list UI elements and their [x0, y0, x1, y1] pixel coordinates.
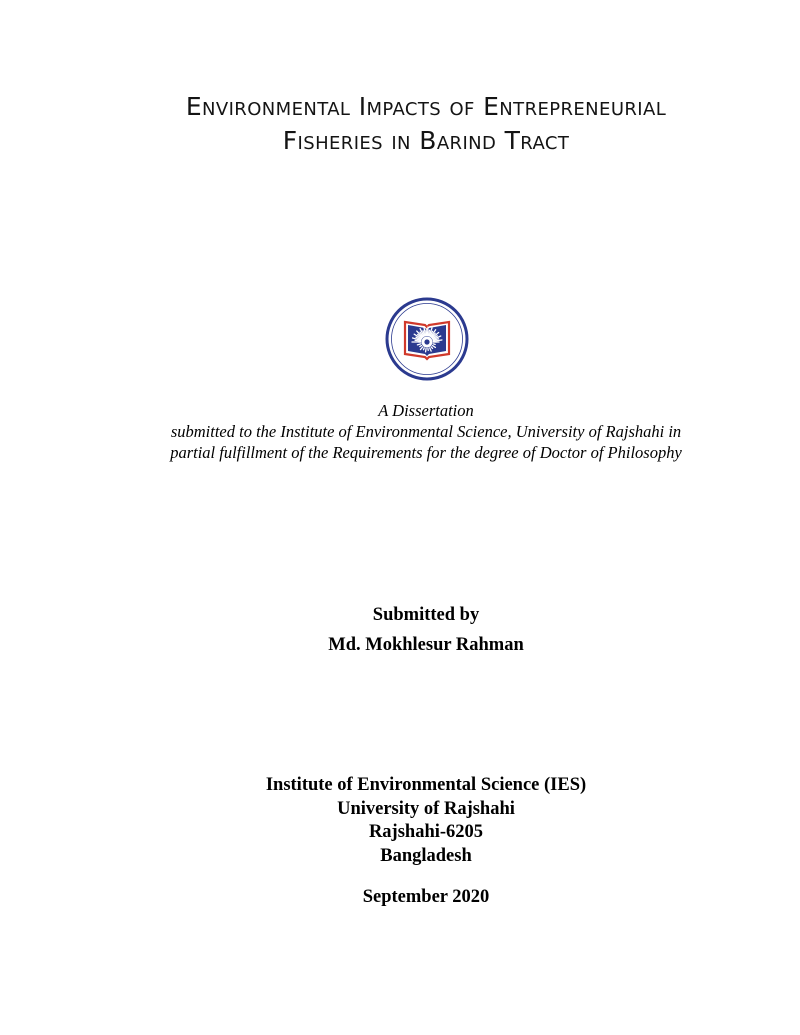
submitted-by-label: Submitted by	[372, 605, 480, 625]
institute-name: Institute of Environmental Science (IES)	[265, 775, 587, 795]
title-line-2: Fisheries in Barind Tract	[282, 126, 570, 155]
institution-block	[0, 774, 800, 868]
country: Bangladesh	[380, 845, 472, 866]
city-postcode: Rajshahi-6205	[368, 822, 484, 842]
university-name: University of Rajshahi	[337, 798, 515, 819]
dissertation-title	[0, 90, 800, 158]
dissertation-line-1: A Dissertation	[378, 401, 474, 420]
title-line-1: Environmental Impacts of Entrepreneurial	[185, 92, 667, 121]
dissertation-line-2: submitted to the Institute of Environmental Science, University of Rajshahi in	[170, 422, 682, 441]
dissertation-statement	[0, 400, 800, 463]
submission-block	[0, 600, 800, 660]
submission-date: September 2020	[362, 887, 490, 907]
author-name: Md. Mokhlesur Rahman	[328, 635, 524, 655]
university-emblem-icon	[384, 296, 470, 382]
dissertation-line-3: partial fulfillment of the Requirements for the degree of Doctor of Philosophy	[170, 443, 682, 462]
